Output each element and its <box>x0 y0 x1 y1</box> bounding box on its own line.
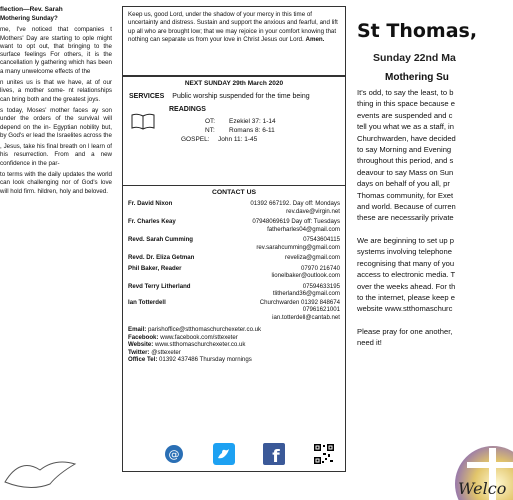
contact-name: Revd Terry Litherland <box>128 282 191 290</box>
footer-twitter-row: Twitter: @sttexeter <box>128 348 181 356</box>
contact-entry <box>128 265 340 280</box>
reading-ref: Romans 8: 6-11 <box>229 127 275 134</box>
contact-name: Ian Totterdell <box>128 298 166 306</box>
contact-box <box>122 186 346 472</box>
contact-entry <box>128 283 340 298</box>
contact-name: Revd. Sarah Cumming <box>128 236 194 243</box>
contact-email[interactable]: reveliza@gmail.com <box>285 254 340 261</box>
reflection-subheading: Mothering Sunday? <box>0 15 58 22</box>
contact-name: Fr. David Nixon <box>128 200 173 207</box>
contact-phone: 01392 667192. <box>250 200 291 207</box>
reflection-column <box>0 0 112 500</box>
reflection-paragraph: me, I've noticed that companies t Mothers' Day are starting to ople might want to opt out, that bringing to the surface feelings For others, it is the cancellation ly gathering which has been a many unwelcome effects of the <box>0 26 112 75</box>
welcome-cross-logo <box>453 444 513 500</box>
contact-phone: 07594633195 <box>302 282 340 290</box>
footer-office-row: Office Tel: 01392 437486 Thursday mornings <box>128 356 252 363</box>
contact-entry <box>128 200 340 215</box>
service-date: Sunday 22nd Ma <box>373 52 456 64</box>
reflection-heading: flection—Rev. Sarah <box>0 6 63 13</box>
contact-entry <box>128 218 340 233</box>
footer-office-tel: 01392 437486 Thursday mornings <box>159 356 252 363</box>
welcome-text: Welco <box>458 479 507 498</box>
svg-text:f: f <box>272 447 280 467</box>
contact-phone: 07543604115 <box>303 236 340 243</box>
contact-phone: Churchwarden 01392 848674 <box>259 298 340 306</box>
footer-facebook-row: Facebook: www.facebook.com/sttexeter <box>128 333 238 341</box>
prayer-text: Keep us, good Lord, under the shadow of your mercy in this time of uncertainty and distress. Sustain and support the anxious and fearful, and lift up all who are brought low; that we may rejoice in your comfort knowing that nothing can separate us from your love in Christ Jesus our Lord. Amen. <box>128 11 338 43</box>
services-text: Public worship suspended for the time being <box>172 93 310 100</box>
contact-email[interactable]: rev.sarahcumming@gmail.com <box>256 243 340 251</box>
footer-website-row: Website: www.stthomaschurchexeter.co.uk <box>128 341 246 348</box>
contact-name: Fr. Charles Keay <box>128 218 176 225</box>
contact-note: Day off: Tuesdays <box>291 218 340 225</box>
footer-twitter-link[interactable]: @sttexeter <box>151 348 181 356</box>
reflection-paragraph: s today, Moses' mother faces ay son under the orders of the survival will depend on the in- Egyptian nobility but, by God's er lead the Israelites across the <box>0 106 112 139</box>
footer-facebook-link[interactable]: www.facebook.com/sttexeter <box>160 333 238 341</box>
reading-book: NT: <box>205 127 215 134</box>
body-paragraph: We are beginning to set up p systems involving telephone recognising that many of you access to electronic media. T over the weeks ahead. For th to the internet, please keep e website www.stthomaschurc <box>357 235 456 314</box>
right-column <box>357 0 507 500</box>
twitter-icon[interactable] <box>213 443 235 465</box>
reflection-paragraph: n unites us is that we have, at of our lives, a mother some- nt relationships can bring both and the greatest joys. <box>0 79 112 103</box>
contact-entry <box>128 299 340 322</box>
body-paragraph: Please pray for one another, need it! <box>357 326 453 348</box>
dove-illustration <box>0 452 80 492</box>
contact-phone: 07970 216740 <box>301 264 340 272</box>
facebook-icon[interactable] <box>263 443 285 465</box>
contact-email[interactable]: fatherharles04@gmail.com <box>267 225 340 233</box>
contact-email[interactable]: tlitherland36@gmail.com <box>272 290 340 297</box>
book-icon <box>131 112 155 130</box>
social-icons <box>163 443 335 465</box>
readings-block <box>129 106 339 170</box>
contact-email[interactable]: lionelbaker@outlook.com <box>271 272 340 279</box>
footer-website-link[interactable]: www.stthomaschurchexeter.co.uk <box>155 341 246 348</box>
section-heading: Mothering Su <box>385 72 449 83</box>
next-sunday-heading: NEXT SUNDAY 29th March 2020 <box>184 80 284 87</box>
footer-email-row: Email: parishoffice@stthomaschurchexeter.co.uk <box>128 326 262 333</box>
contact-heading: CONTACT US <box>211 189 257 196</box>
middle-column <box>118 0 350 500</box>
reflection-paragraph: to terms with the daily updates the world can look challenging nor of God's love will hold firm. hildren, holy and beloved. <box>0 171 112 195</box>
contact-entry <box>128 254 340 262</box>
reading-ref: Ezekiel 37: 1-14 <box>229 118 276 125</box>
qr-code-icon[interactable] <box>313 443 335 465</box>
contact-phone: 07948069619 <box>252 218 290 225</box>
reading-book: GOSPEL: <box>181 136 210 143</box>
email-icon[interactable] <box>163 443 185 465</box>
reading-ref: John 11: 1-45 <box>218 136 258 143</box>
services-label: SERVICES <box>129 93 165 100</box>
body-paragraph: It's odd, to say the least, to b thing in this space because e events are suspended and c tell you what we as a staff, in Churchwarden, have decided to say Morning and Evening throughout this period, and s deavour to say Mass on Sun days on behalf of you all, pr Thomas community, for Exet and world. Because of curren these are necessarily private <box>357 88 456 223</box>
services-row <box>129 93 339 100</box>
contact-name: Phil Baker, Reader <box>128 264 182 272</box>
next-sunday-box <box>122 76 346 186</box>
readings-label: READINGS <box>169 106 206 113</box>
svg-text:@: @ <box>168 448 180 461</box>
contact-email[interactable]: rev.dave@virgin.net <box>286 207 340 215</box>
page-title: St Thomas, <box>357 20 478 42</box>
reflection-paragraph: , Jesus, take his final breath on l learn of his resurrection. From and a new confidence in the par- <box>0 143 112 167</box>
prayer-box <box>122 6 346 76</box>
footer-email-link[interactable]: parishoffice@stthomaschurchexeter.co.uk <box>148 326 262 333</box>
contact-note: Day off: Mondays <box>292 200 340 207</box>
contact-phone-extra: 07961621001 <box>302 306 340 313</box>
reading-book: OT: <box>205 118 216 125</box>
contact-email[interactable]: ian.totterdell@cantab.net <box>272 313 340 321</box>
contact-entry <box>128 236 340 251</box>
contact-name: Revd. Dr. Eliza Getman <box>128 254 195 261</box>
